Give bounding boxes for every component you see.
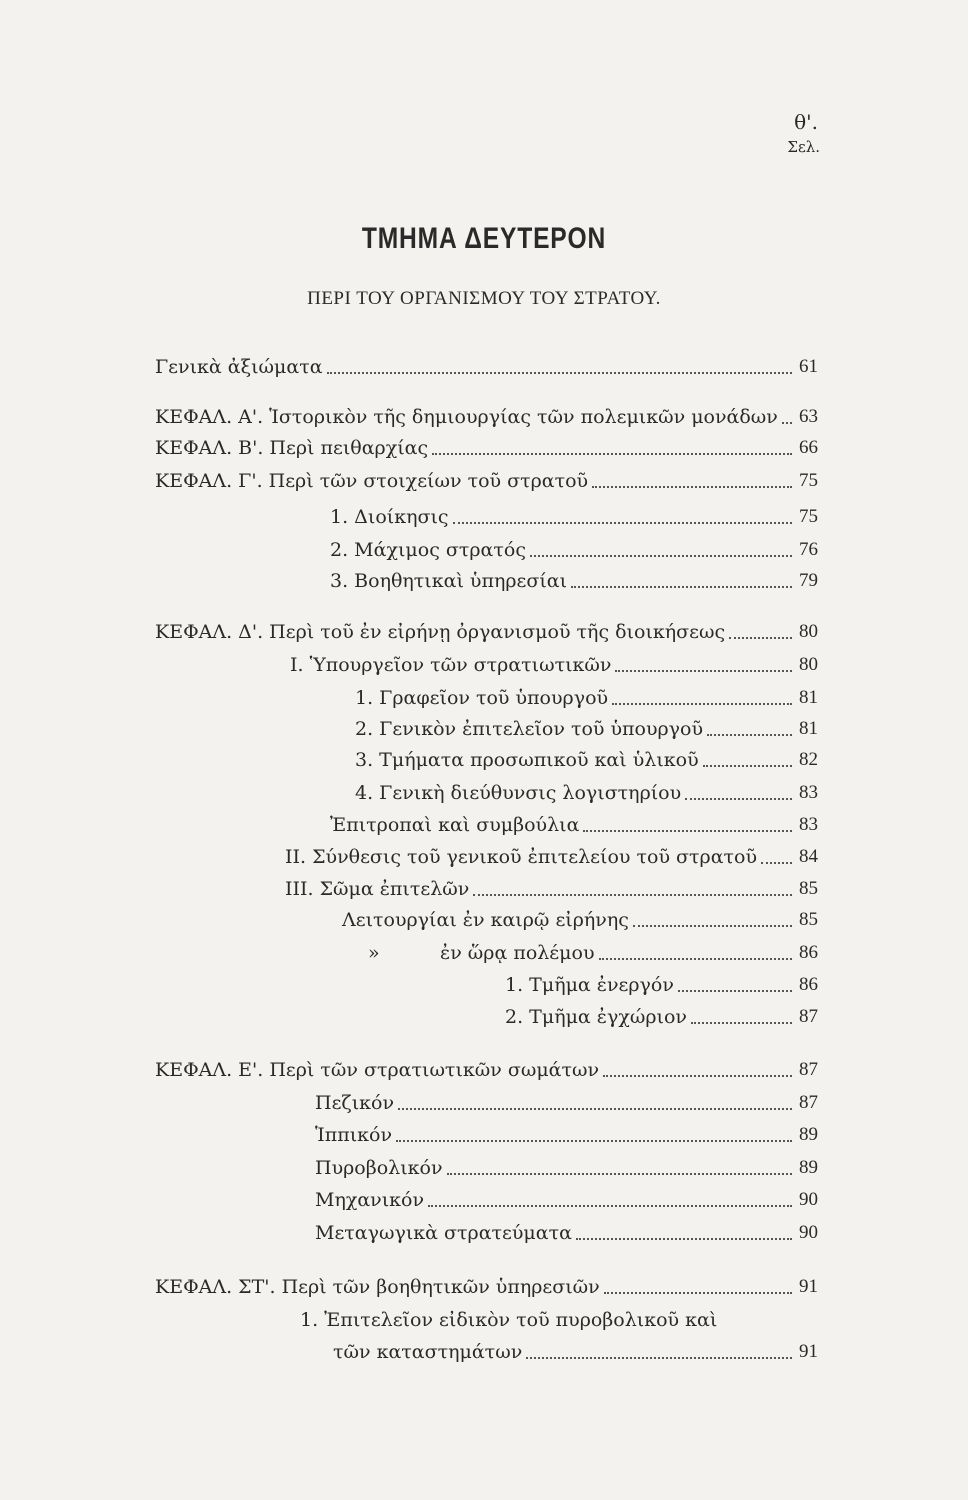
- toc-entry: [355, 745, 818, 775]
- leader-dots: [327, 372, 792, 374]
- toc-page: 90: [799, 1189, 818, 1210]
- toc-label: » ἐν ὥρᾳ πολέμου: [368, 942, 595, 964]
- leader-dots: [612, 703, 792, 705]
- toc-label: Ἐπιτροπαὶ καὶ συμβούλια: [330, 814, 580, 836]
- toc-label: Λειτουργίαι ἐν καιρῷ εἰρήνης: [342, 909, 629, 931]
- toc-page: 87: [799, 1006, 818, 1027]
- toc-page: 91: [799, 1276, 818, 1297]
- toc-label: ΚΕΦΑΛ. Δ'. Περὶ τοῦ ἐν εἰρήνῃ ὀργανισμοῦ τῆς διοικήσεως: [155, 621, 726, 643]
- toc-label: ΚΕΦΑΛ. ΣΤ'. Περὶ τῶν βοηθητικῶν ὑπηρεσιῶν: [155, 1276, 600, 1298]
- leader-dots: [707, 734, 792, 736]
- toc-entry: [505, 970, 818, 1000]
- toc-page: 81: [799, 718, 818, 739]
- leader-dots: [526, 1357, 792, 1359]
- toc-label: ΚΕΦΑΛ. Γ'. Περὶ τῶν στοιχείων τοῦ στρατοῦ: [155, 470, 589, 492]
- leader-dots: [473, 894, 792, 896]
- toc-entry: [330, 566, 818, 596]
- leader-dots: [691, 1022, 792, 1024]
- leader-dots: [603, 1075, 792, 1077]
- leader-dots: [428, 1205, 792, 1207]
- toc-label: Πυροβολικόν: [315, 1157, 443, 1179]
- toc-entry: [315, 1120, 818, 1150]
- leader-dots: [729, 637, 792, 639]
- toc-page: 66: [799, 437, 818, 458]
- toc-page: 82: [799, 749, 818, 770]
- leader-dots: [685, 798, 792, 800]
- toc-label: Μηχανικόν: [315, 1189, 425, 1211]
- toc-entry: [505, 1002, 818, 1032]
- toc-page: 86: [799, 974, 818, 995]
- leader-dots: [604, 1292, 792, 1294]
- toc-entry: [155, 402, 818, 432]
- toc-label: 1. Διοίκησις: [330, 506, 449, 528]
- leader-dots: [576, 1238, 792, 1240]
- toc-label: ΙΙΙ. Σῶμα ἐπιτελῶν: [285, 878, 470, 900]
- toc-label: 2. Τμῆμα ἐγχώριον: [505, 1006, 687, 1028]
- toc-entry: [155, 433, 818, 463]
- toc-entry: [315, 1185, 818, 1215]
- toc-entry: [330, 810, 818, 840]
- toc-page: 84: [799, 846, 818, 867]
- toc-entry: [315, 1218, 818, 1248]
- toc-page: 90: [799, 1222, 818, 1243]
- toc-label: Πεζικόν: [315, 1092, 395, 1114]
- toc-page: 81: [799, 687, 818, 708]
- section-subtitle: ΠΕΡΙ ΤΟΥ ΟΡΓΑΝΙΣΜΟΥ ΤΟΥ ΣΤΡΑΤΟΥ.: [307, 288, 661, 309]
- toc-entry: [330, 502, 818, 532]
- toc-entry: [355, 714, 818, 744]
- toc-page: 75: [799, 470, 818, 491]
- page-column-label: Σελ.: [787, 138, 820, 156]
- toc-label: 3. Βοηθητικαὶ ὑπηρεσίαι: [330, 570, 568, 592]
- toc-label: Μεταγωγικὰ στρατεύματα: [315, 1222, 572, 1244]
- page-number: θ'.: [794, 110, 818, 134]
- toc-page: 75: [799, 506, 818, 527]
- toc-entry: [290, 650, 818, 680]
- leader-dots: [782, 422, 792, 424]
- toc-entry: [315, 1153, 818, 1183]
- toc-entry: [155, 352, 818, 382]
- toc-page: 89: [799, 1124, 818, 1145]
- toc-entry: [333, 1337, 818, 1367]
- toc-page: 83: [799, 782, 818, 803]
- leader-dots: [703, 765, 792, 767]
- toc-entry: [330, 535, 818, 565]
- toc-label: Ἱππικόν: [315, 1124, 393, 1146]
- leader-dots: [571, 586, 792, 588]
- toc-label: 3. Τμήματα προσωπικοῦ καὶ ὑλικοῦ: [355, 749, 699, 771]
- leader-dots: [678, 990, 792, 992]
- toc-entry: [342, 905, 818, 935]
- toc-page: 87: [799, 1092, 818, 1113]
- toc-page: 89: [799, 1157, 818, 1178]
- toc-entry: [315, 1088, 818, 1118]
- toc-entry: [285, 842, 818, 872]
- toc-page: 76: [799, 539, 818, 560]
- toc-label: 1. Τμῆμα ἐνεργόν: [505, 974, 674, 996]
- toc-entry: [155, 466, 818, 496]
- toc-label: 4. Γενικὴ διεύθυνσις λογιστηρίου: [355, 782, 682, 804]
- toc-label: ΙΙ. Σύνθεσις τοῦ γενικοῦ ἐπιτελείου τοῦ στρατοῦ: [285, 846, 758, 868]
- toc-label: ΚΕΦΑΛ. Α'. Ἱστορικὸν τῆς δημιουργίας τῶν πολεμικῶν μονάδων: [155, 406, 778, 428]
- leader-dots: [615, 670, 792, 672]
- leader-dots: [530, 555, 792, 557]
- toc-entry: [355, 683, 818, 713]
- toc-label-continued: 1. Ἐπιτελεῖον εἰδικὸν τοῦ πυροβολικοῦ καὶ: [300, 1309, 718, 1331]
- leader-dots: [396, 1140, 792, 1142]
- toc-page: 80: [799, 654, 818, 675]
- toc-label: 1. Γραφεῖον τοῦ ὑπουργοῦ: [355, 687, 609, 709]
- leader-dots: [398, 1108, 792, 1110]
- leader-dots: [633, 925, 792, 927]
- toc-label: Ι. Ὑπουργεῖον τῶν στρατιωτικῶν: [290, 654, 612, 676]
- toc-label: τῶν καταστημάτων: [333, 1341, 523, 1363]
- toc-label: Γενικὰ ἀξιώματα: [155, 356, 323, 378]
- toc-entry: [285, 874, 818, 904]
- toc-label: ΚΕΦΑΛ. Ε'. Περὶ τῶν στρατιωτικῶν σωμάτων: [155, 1059, 600, 1081]
- toc-page: 86: [799, 942, 818, 963]
- toc-entry: [155, 1272, 818, 1302]
- toc-label: 2. Γενικὸν ἐπιτελεῖον τοῦ ὑπουργοῦ: [355, 718, 704, 740]
- toc-entry: [155, 617, 818, 647]
- leader-dots: [599, 958, 793, 960]
- toc-page: 61: [799, 356, 818, 377]
- leader-dots: [447, 1173, 792, 1175]
- toc-page: 91: [799, 1341, 818, 1362]
- section-title: ΤΜΗΜΑ ΔΕΥΤΕΡΟΝ: [361, 222, 607, 255]
- toc-page: 63: [799, 406, 818, 427]
- toc-entry: [155, 1055, 818, 1085]
- leader-dots: [453, 522, 792, 524]
- leader-dots: [432, 453, 792, 455]
- toc-page: 79: [799, 570, 818, 591]
- toc-entry: [355, 778, 818, 808]
- toc-label: 2. Μάχιμος στρατός: [330, 539, 526, 561]
- leader-dots: [583, 830, 792, 832]
- toc-page: 83: [799, 814, 818, 835]
- toc-label: ΚΕΦΑΛ. Β'. Περὶ πειθαρχίας: [155, 437, 429, 459]
- toc-page: 87: [799, 1059, 818, 1080]
- leader-dots: [761, 862, 792, 864]
- leader-dots: [592, 486, 792, 488]
- toc-page: 85: [799, 878, 818, 899]
- toc-page: 85: [799, 909, 818, 930]
- toc-page: 80: [799, 621, 818, 642]
- toc-entry: [368, 938, 818, 968]
